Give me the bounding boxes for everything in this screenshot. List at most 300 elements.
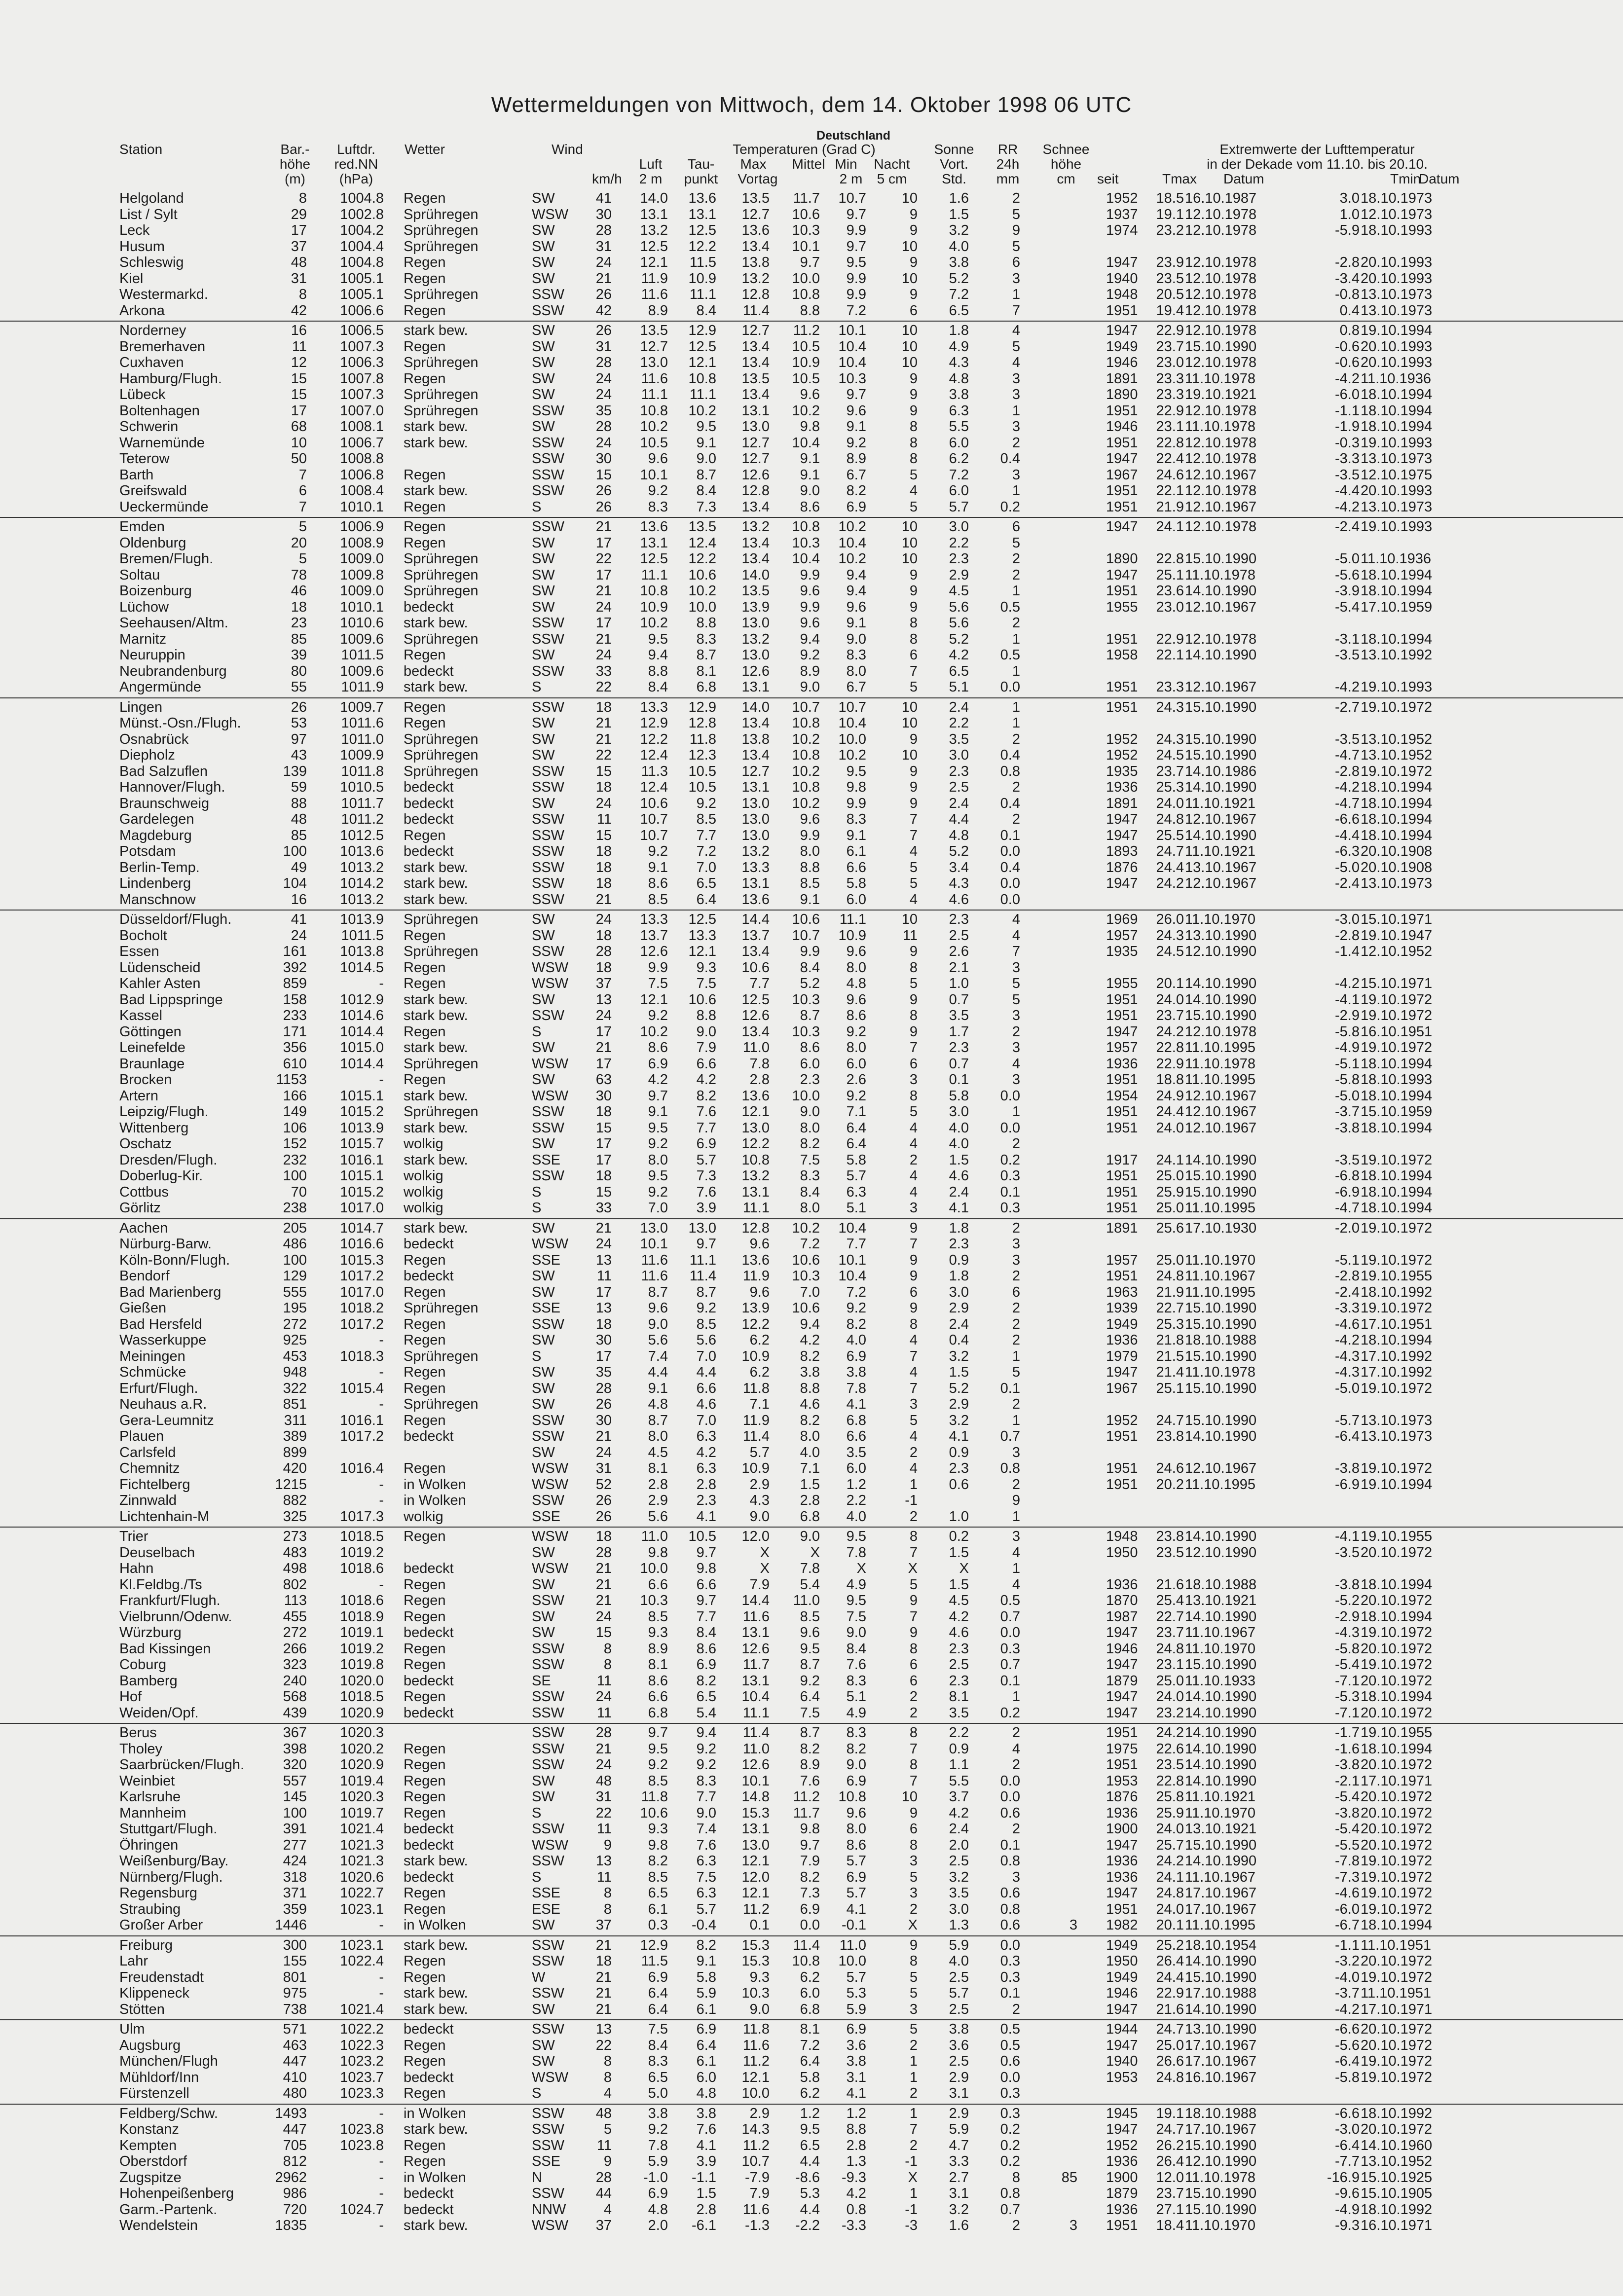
cell-wind-dir: SSW [532,859,565,875]
cell-wetter: stark bew. [404,1040,468,1056]
cell-max-vortag: 13.4 [741,944,770,959]
table-row [0,2021,1623,2038]
cell-rr-24h: 0.0 [1000,1789,1020,1805]
cell-station: Münst.-Osn./Flugh. [119,715,241,731]
cell-station: Nürnberg/Flugh. [119,1869,223,1885]
cell-tmax: 23.1 [1156,1657,1184,1673]
cell-nacht-5cm: 9 [909,795,918,811]
cell-tmin: -4.2 [1335,1332,1360,1348]
cell-wind-kmh: 8 [603,1901,612,1917]
table-row [0,911,1623,928]
cell-luftdruck: 1020.3 [340,1789,384,1805]
cell-tmax: 26.0 [1156,911,1184,927]
cell-station: Oberstdorf [119,2153,187,2169]
cell-sonne: 3.8 [949,2021,969,2037]
cell-wind-dir: S [532,1805,542,1821]
cell-luft-2m: 8.6 [648,875,668,891]
cell-max-vortag: 11.1 [742,1705,770,1721]
cell-tmax: 24.2 [1156,1853,1184,1869]
cell-wind-dir: S [532,1869,542,1885]
cell-wind-kmh: 48 [595,1773,612,1789]
cell-mittel: 10.2 [792,731,820,747]
cell-mittel: 9.6 [800,387,820,402]
cell-tmax: 21.6 [1156,2001,1184,2017]
cell-tmax-datum: 13.10.1990 [1185,927,1257,944]
cell-rr-24h: 2 [1012,1316,1020,1332]
cell-taupunkt: 7.0 [696,1348,716,1364]
cell-tmax-datum: 14.10.1990 [1185,976,1257,991]
cell-hoehe: 158 [283,991,307,1008]
table-row [0,207,1623,223]
cell-tmin-datum: 18.10.1994 [1361,779,1433,795]
cell-wetter: stark bew. [404,1152,468,1168]
cell-sonne: 4.1 [949,1200,969,1216]
cell-hoehe: 49 [291,859,307,875]
cell-wind-dir: SSW [532,615,565,631]
cell-wetter: stark bew. [404,2218,468,2233]
cell-max-vortag: 13.4 [741,387,770,402]
cell-taupunkt: 11.1 [689,1252,716,1268]
cell-rr-24h: 0.0 [1000,875,1020,891]
cell-nacht-5cm: 2 [909,2037,918,2053]
cell-hoehe: 1835 [275,2218,307,2233]
cell-luft-2m: 2.0 [648,2218,668,2233]
cell-sonne: 3.0 [949,1901,969,1917]
cell-wetter: Regen [404,1072,446,1088]
cell-nacht-5cm: 6 [909,1821,918,1837]
cell-station: Teterow [119,451,170,467]
cell-wetter: Sprühregen [404,1104,479,1120]
cell-tmin-datum: 20.10.1972 [1361,1757,1433,1773]
cell-wetter: Regen [404,1332,446,1348]
cell-mittel: 11.4 [793,1937,820,1953]
region-group [0,1936,1623,2021]
cell-hoehe: 78 [291,567,307,583]
cell-wind-kmh: 30 [595,451,612,467]
cell-seit: 1952 [1106,747,1138,763]
table-row [0,1460,1623,1477]
cell-rr-24h: 4 [1012,355,1020,370]
cell-min-2m: X [856,1561,866,1576]
cell-min-2m: 2.8 [846,2137,866,2153]
cell-rr-24h: 0.0 [1000,891,1020,908]
cell-nacht-5cm: 2 [909,1901,918,1917]
cell-taupunkt: 8.1 [696,663,716,679]
cell-luft-2m: 10.7 [640,827,668,843]
cell-station: Hannover/Flugh. [119,779,225,795]
cell-mittel: 8.8 [800,1380,820,1396]
cell-max-vortag: 12.0 [741,1869,770,1885]
cell-max-vortag: 12.2 [741,1136,770,1152]
cell-luftdruck: 1010.6 [340,615,384,631]
cell-taupunkt: 8.7 [696,1284,716,1300]
cell-max-vortag: 7.9 [749,2186,770,2201]
cell-tmin: -4.4 [1335,827,1360,843]
cell-station: Hamburg/Flugh. [119,370,222,387]
cell-hoehe: 15 [291,387,307,402]
cell-luftdruck: 1008.9 [340,535,384,551]
cell-rr-24h: 0.4 [1000,747,1020,763]
cell-wind-kmh: 30 [595,206,612,222]
cell-station: Seehausen/Altm. [119,615,228,631]
cell-min-2m: 9.2 [846,1023,866,1040]
cell-rr-24h: 0.8 [1000,1853,1020,1869]
cell-mittel: 10.4 [792,435,820,451]
cell-station: Weiden/Opf. [119,1705,199,1721]
cell-luft-2m: 8.6 [648,1040,668,1056]
cell-sonne: 0.9 [949,1444,969,1460]
cell-hoehe: 149 [283,1104,307,1120]
cell-rr-24h: 0.6 [1000,1805,1020,1821]
cell-hoehe: 195 [283,1300,307,1316]
cell-wetter: wolkig [404,1184,443,1200]
cell-tmax: 23.5 [1156,1757,1184,1773]
cell-tmax: 24.0 [1156,795,1184,811]
cell-station: Fichtelberg [119,1476,190,1493]
cell-wind-kmh: 9 [603,1837,612,1853]
cell-wind-kmh: 15 [595,467,612,483]
cell-station: Straubing [119,1901,181,1917]
cell-luft-2m: 8.7 [648,1284,668,1300]
cell-hoehe: 16 [291,891,307,908]
cell-min-2m: 10.7 [838,699,866,715]
cell-mittel: 9.9 [800,567,820,583]
cell-mittel: 10.6 [792,206,820,222]
cell-wind-kmh: 18 [595,1168,612,1184]
cell-max-vortag: 11.2 [742,2053,770,2069]
cell-wind-kmh: 21 [595,1561,612,1576]
cell-min-2m: 10.8 [838,1789,866,1805]
cell-sonne: 0.4 [949,1332,969,1348]
table-row [0,928,1623,944]
cell-wetter: Regen [404,1953,446,1969]
cell-wetter: bedeckt [404,779,454,795]
cell-mittel: 8.2 [800,1869,820,1885]
cell-taupunkt: 7.6 [696,2121,716,2137]
cell-luft-2m: 8.9 [648,302,668,319]
table-row [0,811,1623,828]
cell-max-vortag: 12.7 [741,451,770,467]
cell-seit: 1951 [1106,2218,1138,2233]
cell-seit: 1957 [1106,1252,1138,1268]
cell-seit: 1946 [1106,419,1138,435]
cell-taupunkt: 8.8 [696,615,716,631]
cell-wind-kmh: 21 [595,891,612,908]
cell-nacht-5cm: 8 [909,1008,918,1023]
cell-wind-kmh: 26 [595,1396,612,1412]
cell-tmin-datum: 18.10.1994 [1361,631,1433,647]
cell-rr-24h: 0.1 [1000,827,1020,843]
cell-nacht-5cm: 7 [909,1236,918,1252]
cell-wetter: Regen [404,519,446,535]
cell-seit: 1975 [1106,1741,1138,1757]
cell-tmax: 22.8 [1156,435,1184,451]
cell-wind-dir: SSE [532,2153,561,2169]
table-row [0,615,1623,631]
cell-wind-dir: SSE [532,1508,561,1525]
cell-wetter: Sprühregen [404,583,479,599]
cell-hoehe: 50 [291,451,307,467]
cell-nacht-5cm: 9 [909,1252,918,1268]
cell-max-vortag: 5.7 [749,1444,770,1460]
cell-station: Schwerin [119,419,179,435]
cell-nacht-5cm: 4 [909,483,918,499]
cell-tmax-datum: 11.10.1967 [1185,1869,1255,1885]
cell-nacht-5cm: 7 [909,1544,918,1561]
cell-wind-dir: N [532,2169,542,2186]
cell-tmin: -5.4 [1335,1789,1360,1805]
cell-wind-kmh: 35 [595,1364,612,1380]
cell-luftdruck: 1005.1 [340,270,384,287]
cell-seit: 1953 [1106,1773,1138,1789]
cell-sonne: 2.5 [949,927,969,944]
cell-wind-kmh: 37 [595,2218,612,2233]
cell-tmin: -2.4 [1335,1284,1360,1300]
cell-taupunkt: 9.5 [696,419,716,435]
cell-tmax-datum: 11.10.1978 [1185,419,1255,435]
cell-station: Augsburg [119,2037,181,2053]
cell-max-vortag: 13.1 [741,402,770,419]
cell-tmax-datum: 17.10.1967 [1185,2037,1257,2053]
table-row [0,303,1623,319]
cell-luft-2m: 9.8 [648,1544,668,1561]
cell-nacht-5cm: 9 [909,255,918,270]
cell-tmin-datum: 19.10.1972 [1361,1853,1433,1869]
cell-tmax-datum: 14.10.1990 [1185,1757,1257,1773]
cell-wind-kmh: 21 [595,2001,612,2017]
cell-tmax: 23.2 [1156,1705,1184,1721]
cell-nacht-5cm: 10 [901,338,918,355]
cell-luft-2m: 6.4 [648,2001,668,2017]
cell-taupunkt: 7.0 [696,1412,716,1428]
cell-wind-dir: SW [532,2053,555,2069]
cell-hoehe: 812 [283,2153,307,2169]
cell-tmin-datum: 17.10.1992 [1361,1348,1433,1364]
cell-mittel: 6.0 [800,1056,820,1072]
cell-wetter: wolkig [404,1508,443,1525]
table-row [0,796,1623,812]
cell-luftdruck: - [379,1917,384,1933]
cell-rr-24h: 1 [1012,402,1020,419]
cell-luftdruck: 1009.6 [340,663,384,679]
cell-sonne: 4.0 [949,1120,969,1136]
cell-wind-dir: WSW [532,2069,569,2085]
cell-tmin-datum: 20.10.1908 [1361,843,1433,859]
cell-tmin-datum: 13.10.1973 [1361,287,1433,302]
cell-hoehe: 238 [283,1200,307,1216]
cell-rr-24h: 3 [1012,1008,1020,1023]
cell-nacht-5cm: 11 [902,927,918,944]
cell-wind-dir: SSW [532,1104,565,1120]
cell-luft-2m: 8.1 [648,1460,668,1476]
cell-luft-2m: 12.9 [640,715,668,731]
cell-tmin-datum: 18.10.1994 [1361,1056,1433,1072]
cell-tmax: 26.2 [1156,2137,1184,2153]
table-row [0,1088,1623,1104]
cell-tmin-datum: 18.10.1994 [1361,583,1433,599]
cell-tmin-datum: 19.10.1972 [1361,763,1433,779]
cell-max-vortag: 13.5 [741,583,770,599]
cell-taupunkt: 8.2 [696,1088,716,1104]
cell-mittel: 11.0 [793,1593,820,1608]
cell-tmax: 23.5 [1156,1544,1184,1561]
cell-tmin: -5.8 [1335,1023,1360,1040]
cell-nacht-5cm: 9 [909,1220,918,1236]
cell-luftdruck: - [379,2153,384,2169]
table-row [0,1332,1623,1348]
cell-mittel: 8.0 [800,1120,820,1136]
header-hpa: (hPa) [339,171,373,186]
cell-sonne: 2.9 [949,2069,969,2085]
cell-rr-24h: 2 [1012,551,1020,567]
cell-rr-24h: 1 [1012,1508,1020,1525]
cell-tmax: 25.1 [1156,1380,1184,1396]
cell-sonne: 2.3 [949,1673,969,1689]
cell-nacht-5cm: 9 [909,779,918,795]
cell-station: Stötten [119,2001,165,2017]
cell-max-vortag: 6.2 [749,1364,770,1380]
cell-taupunkt: 9.3 [696,959,716,976]
cell-sonne: 4.3 [949,355,969,370]
cell-sonne: 5.1 [949,679,969,695]
cell-tmax-datum: 14.10.1990 [1185,1725,1257,1741]
cell-luftdruck: 1016.1 [340,1152,384,1168]
cell-seit: 1951 [1106,631,1138,647]
cell-rr-24h: 3 [1012,1444,1020,1460]
cell-luft-2m: 9.5 [648,631,668,647]
cell-tmin: -4.1 [1335,1529,1360,1544]
cell-luft-2m: 7.8 [648,2137,668,2153]
cell-rr-24h: 9 [1012,1493,1020,1508]
cell-schnee: 3 [1069,1917,1077,1933]
cell-tmin: 0.4 [1339,302,1360,319]
cell-taupunkt: 9.7 [696,1544,716,1561]
cell-seit: 1947 [1106,1837,1138,1853]
cell-hoehe: 80 [291,663,307,679]
cell-luftdruck: 1007.3 [340,338,384,355]
cell-luft-2m: 8.7 [648,1412,668,1428]
cell-tmin: -2.8 [1335,927,1360,944]
cell-sonne: 2.3 [949,763,969,779]
cell-wind-kmh: 35 [595,402,612,419]
cell-hoehe: 104 [283,875,307,891]
cell-wetter: Sprühregen [404,1056,479,1072]
cell-nacht-5cm: 10 [901,323,918,338]
cell-tmin: -1.9 [1335,419,1360,435]
cell-wetter: Sprühregen [404,387,479,402]
table-row [0,355,1623,371]
cell-tmin: -5.8 [1335,1640,1360,1657]
cell-tmin: -2.9 [1335,1608,1360,1625]
cell-station: Neubrandenburg [119,663,227,679]
cell-luftdruck: - [379,2169,384,2186]
cell-taupunkt: 2.3 [696,1493,716,1508]
cell-wetter: bedeckt [404,2021,454,2037]
cell-wind-kmh: 21 [595,631,612,647]
cell-wetter: Regen [404,1529,446,1544]
cell-mittel: 5.2 [800,976,820,991]
cell-mittel: 10.8 [792,779,820,795]
table-row [0,1252,1623,1269]
cell-nacht-5cm: 10 [901,535,918,551]
table-row [0,1885,1623,1901]
cell-taupunkt: 8.5 [696,811,716,827]
cell-tmax: 25.5 [1156,827,1184,843]
cell-wind-kmh: 24 [595,1608,612,1625]
cell-station: Neuhaus a.R. [119,1396,207,1412]
cell-sonne: 5.7 [949,499,969,515]
cell-mittel: 8.9 [800,1757,820,1773]
cell-min-2m: 0.8 [846,2201,866,2218]
cell-sonne: 4.7 [949,2137,969,2153]
cell-hoehe: 398 [283,1741,307,1757]
cell-luft-2m: 11.6 [641,287,668,302]
cell-min-2m: 9.0 [846,1625,866,1640]
cell-nacht-5cm: 10 [901,519,918,535]
cell-luft-2m: 5.0 [648,2085,668,2101]
cell-min-2m: 10.4 [838,355,866,370]
cell-mittel: 10.4 [792,551,820,567]
cell-taupunkt: 6.6 [696,1380,716,1396]
cell-tmin: -7.3 [1335,1869,1360,1885]
cell-luft-2m: 7.4 [648,1348,668,1364]
cell-sonne: 5.2 [949,270,969,287]
cell-nacht-5cm: X [908,1561,918,1576]
cell-seit: 1946 [1106,355,1138,370]
cell-max-vortag: 13.4 [741,747,770,763]
cell-min-2m: 8.6 [846,1008,866,1023]
table-row [0,1316,1623,1333]
cell-wind-kmh: 37 [595,976,612,991]
cell-tmax-datum: 12.10.1967 [1185,1120,1257,1136]
cell-luft-2m: 10.3 [640,1593,668,1608]
table-row [0,1072,1623,1088]
cell-tmax: 23.3 [1156,679,1184,695]
cell-seit: 1947 [1106,255,1138,270]
cell-sonne: 3.1 [949,2085,969,2101]
cell-taupunkt: 1.5 [696,2186,716,2201]
table-row [0,387,1623,403]
cell-luftdruck: 1022.7 [340,1885,384,1901]
cell-hoehe: 139 [283,763,307,779]
cell-rr-24h: 0.3 [1000,1953,1020,1969]
cell-taupunkt: 7.6 [696,1184,716,1200]
cell-min-2m: 10.2 [838,747,866,763]
cell-station: Leipzig/Flugh. [119,1104,209,1120]
table-row [0,2085,1623,2102]
cell-mittel: 9.6 [800,583,820,599]
cell-seit: 1950 [1106,1953,1138,1969]
cell-wind-dir: SSW [532,1640,565,1657]
cell-hoehe: 356 [283,1040,307,1056]
page-title: Wettermeldungen von Mittwoch, dem 14. Oktober 1998 06 UTC [491,93,1132,117]
cell-taupunkt: 8.2 [696,1937,716,1953]
cell-wind-kmh: 22 [595,551,612,567]
cell-wind-dir: SSW [532,1953,565,1969]
cell-max-vortag: 13.1 [741,1184,770,1200]
cell-rr-24h: 7 [1012,302,1020,319]
cell-mittel: 6.2 [800,1969,820,1985]
cell-tmin-datum: 19.10.1972 [1361,1380,1433,1396]
cell-wind-dir: SW [532,911,555,927]
cell-station: Lüchow [119,599,169,615]
cell-tmin-datum: 20.10.1972 [1361,1805,1433,1821]
cell-sonne: 8.1 [949,1689,969,1705]
cell-min-2m: 6.3 [846,1184,866,1200]
cell-wind-kmh: 15 [595,827,612,843]
cell-hoehe: 738 [283,2001,307,2017]
cell-tmax: 24.9 [1156,1088,1184,1104]
